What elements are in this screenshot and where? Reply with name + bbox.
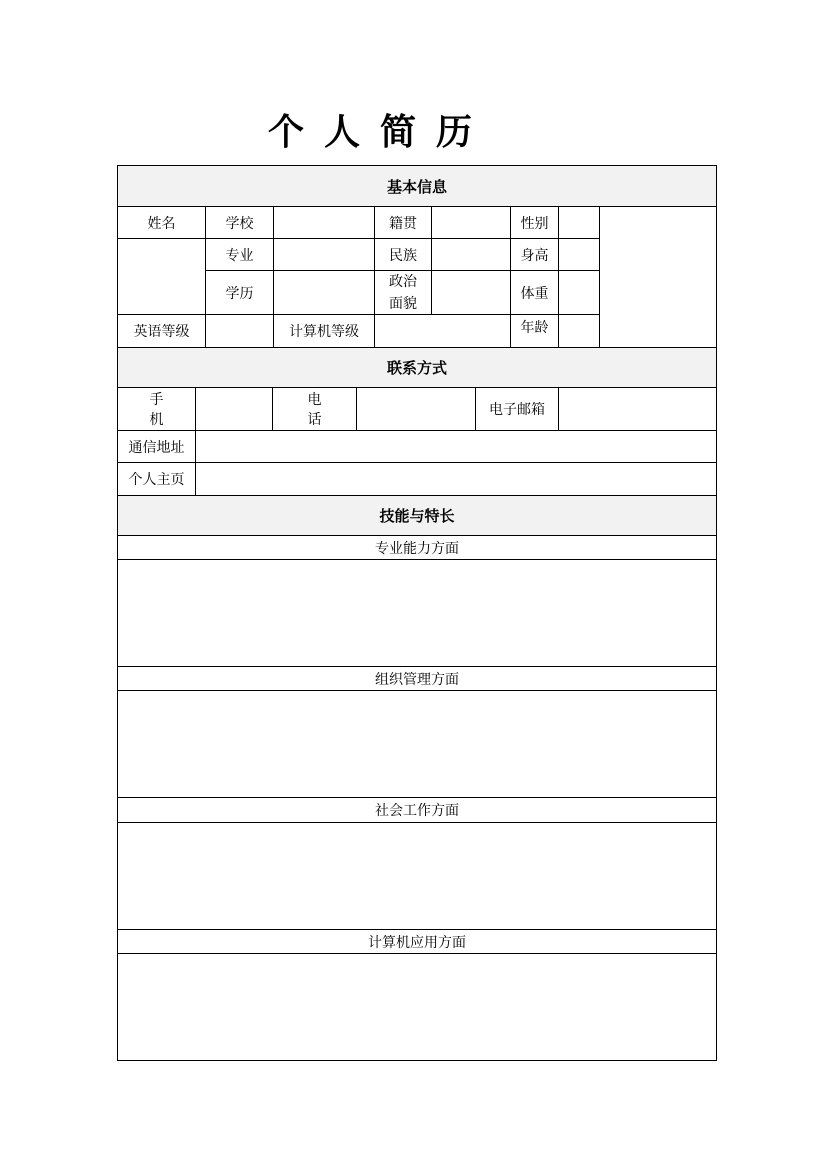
homepage-label: 个人主页 — [118, 463, 196, 496]
phone-field[interactable] — [357, 388, 476, 431]
page-title: 个人简历 — [267, 112, 492, 153]
phone-label: 电 话 — [273, 388, 357, 431]
native-place-label: 籍贯 — [375, 207, 432, 239]
gender-field[interactable] — [559, 207, 600, 239]
political-label-line-2: 面貌 — [389, 295, 417, 312]
major-field[interactable] — [274, 239, 375, 271]
address-label: 通信地址 — [118, 431, 196, 463]
name-field[interactable] — [118, 239, 206, 315]
basic-info-header: 基本信息 — [118, 166, 717, 207]
english-level-field[interactable] — [206, 315, 274, 348]
name-label: 姓名 — [118, 207, 206, 239]
email-label: 电子邮箱 — [476, 388, 559, 431]
height-field[interactable] — [559, 239, 600, 271]
resume-table — [117, 165, 717, 1061]
ethnicity-field[interactable] — [432, 239, 511, 271]
english-level-label: 英语等级 — [118, 315, 206, 348]
education-field[interactable] — [274, 271, 375, 315]
homepage-field[interactable] — [196, 463, 717, 496]
computer-application-field[interactable] — [118, 954, 717, 1060]
mobile-field[interactable] — [196, 388, 273, 431]
gender-label: 性别 — [511, 207, 559, 239]
age-label: 年龄 — [511, 315, 559, 348]
school-label: 学校 — [206, 207, 274, 239]
education-label: 学历 — [206, 271, 274, 315]
political-status-field[interactable] — [432, 271, 511, 315]
organization-management-label: 组织管理方面 — [118, 667, 717, 691]
weight-field[interactable] — [559, 271, 600, 315]
address-field[interactable] — [196, 431, 717, 463]
professional-ability-field[interactable] — [118, 560, 717, 667]
photo-area[interactable] — [600, 207, 717, 348]
height-label: 身高 — [511, 239, 559, 271]
mobile-label: 手 机 — [118, 388, 196, 431]
social-work-label: 社会工作方面 — [118, 798, 717, 823]
political-status-label — [375, 271, 432, 315]
social-work-field[interactable] — [118, 823, 717, 930]
age-field[interactable] — [559, 315, 600, 348]
professional-ability-label: 专业能力方面 — [118, 536, 717, 560]
computer-application-label: 计算机应用方面 — [118, 930, 717, 954]
school-field[interactable] — [274, 207, 375, 239]
organization-management-field[interactable] — [118, 691, 717, 798]
ethnicity-label: 民族 — [375, 239, 432, 271]
skills-header: 技能与特长 — [118, 496, 717, 536]
native-place-field[interactable] — [432, 207, 511, 239]
computer-level-field[interactable] — [375, 315, 511, 348]
computer-level-label: 计算机等级 — [274, 315, 375, 348]
major-label: 专业 — [206, 239, 274, 271]
political-label-line-1: 政治 — [389, 273, 417, 290]
weight-label: 体重 — [511, 271, 559, 315]
contact-header: 联系方式 — [118, 348, 717, 388]
email-field[interactable] — [559, 388, 717, 431]
